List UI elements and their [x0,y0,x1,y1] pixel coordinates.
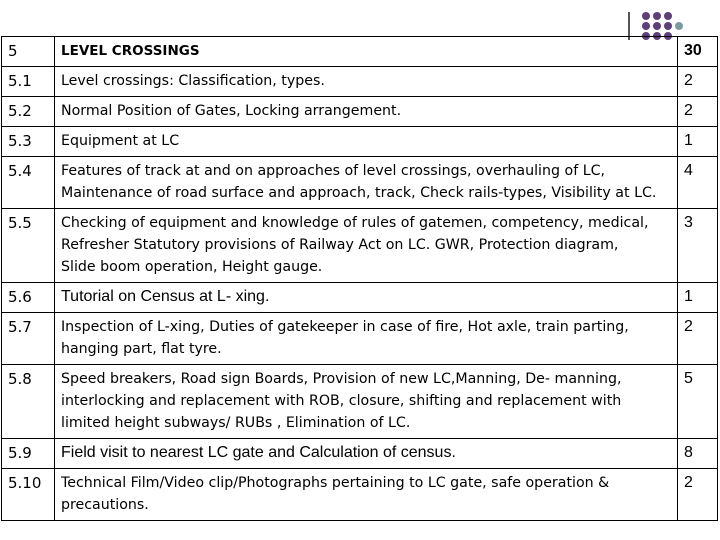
topic-hours: 2 [678,67,718,97]
description-line: Technical Film/Video clip/Photographs pertaining to LC gate, safe operation & [61,475,610,491]
topic-number: 5.2 [2,97,55,127]
logo-dot [642,12,650,20]
description-line: Maintenance of road surface and approach, track, Check rails-types, Visibility at LC. [61,185,657,201]
syllabus-table [1,36,718,521]
logo-dot [642,22,650,30]
description-line: Inspection of L-xing, Duties of gatekeeper in case of fire, Hot axle, train parting, [61,319,629,335]
topic-hours: 4 [678,157,718,209]
topic-number: 5.7 [2,313,55,365]
topic-hours: 3 [678,209,718,283]
logo-dot [664,22,672,30]
topic-description [55,67,678,97]
description-line: Level crossings: Classification, types. [61,73,325,89]
table-row [2,67,718,97]
topic-hours: 1 [678,283,718,313]
topic-description [55,209,678,283]
presentation-logo [628,8,720,38]
topic-description [55,439,678,469]
description-line: Features of track at and on approaches of level crossings, overhauling of LC, [61,163,606,179]
topic-number: 5.4 [2,157,55,209]
logo-dot [664,12,672,20]
section-title: LEVEL CROSSINGS [55,37,678,67]
section-number: 5 [2,37,55,67]
topic-description [55,313,678,365]
topic-hours: 2 [678,97,718,127]
description-line: Refresher Statutory provisions of Railway Act on LC. GWR, Protection diagram, [61,237,619,253]
table-row [2,283,718,313]
topic-description [55,157,678,209]
description-line: hanging part, flat tyre. [61,341,222,357]
logo-dot [653,12,661,20]
topic-number: 5.6 [2,283,55,313]
topic-description [55,127,678,157]
topic-number: 5.9 [2,439,55,469]
description-line: Normal Position of Gates, Locking arrangement. [61,103,402,119]
topic-description [55,283,678,313]
table-row [2,209,718,283]
topic-description [55,469,678,521]
table-row [2,439,718,469]
topic-number: 5.10 [2,469,55,521]
topic-number: 5.1 [2,67,55,97]
description-line: Speed breakers, Road sign Boards, Provision of new LC,Manning, De- manning, [61,371,622,387]
topic-number: 5.8 [2,365,55,439]
topic-hours: 5 [678,365,718,439]
table-row [2,97,718,127]
description-line: Checking of equipment and knowledge of rules of gatemen, competency, medical, [61,215,649,231]
description-line: Slide boom operation, Height gauge. [61,259,323,275]
table-row [2,157,718,209]
table-row [2,365,718,439]
description-line: Field visit to nearest LC gate and Calculation of census. [61,444,456,461]
logo-dot [675,22,683,30]
topic-number: 5.5 [2,209,55,283]
topic-hours: 2 [678,469,718,521]
description-line: interlocking and replacement with ROB, closure, shifting and replacement with [61,393,622,409]
topic-hours: 2 [678,313,718,365]
topic-hours: 1 [678,127,718,157]
topic-description [55,97,678,127]
description-line: precautions. [61,497,149,513]
table-row [2,313,718,365]
description-line: Tutorial on Census at L- xing. [61,288,270,305]
topic-number: 5.3 [2,127,55,157]
table-row [2,127,718,157]
section-hours: 30 [678,37,718,67]
topic-hours: 8 [678,439,718,469]
description-line: limited height subways/ RUBs , Elimination of LC. [61,415,411,431]
table-header-row [2,37,718,67]
logo-dot [653,22,661,30]
table-row [2,469,718,521]
description-line: Equipment at LC [61,133,180,149]
topic-description [55,365,678,439]
